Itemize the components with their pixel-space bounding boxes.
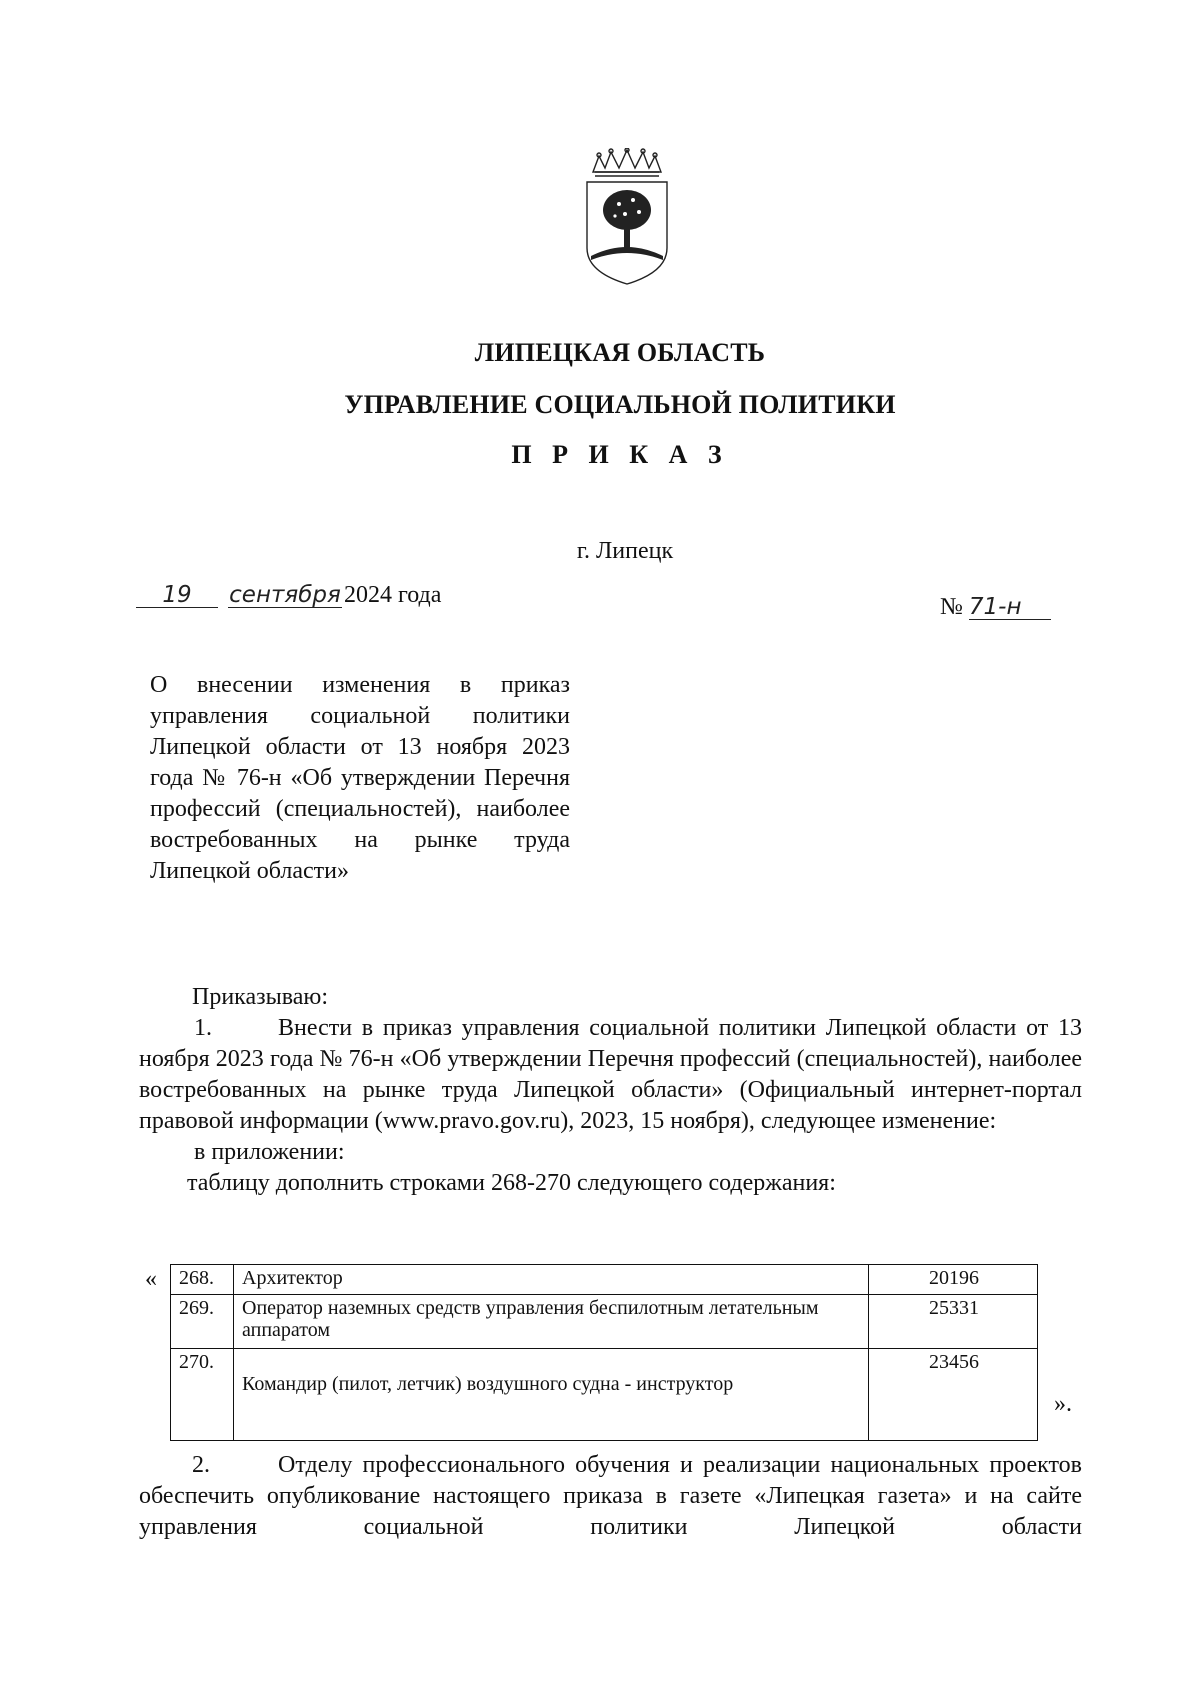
order-subject: [150, 670, 570, 887]
profession-code: 23456: [869, 1349, 1038, 1441]
order-item-1: [139, 1013, 1082, 1137]
quote-close: ».: [1054, 1391, 1072, 1417]
profession-code: 20196: [869, 1265, 1038, 1295]
number-sign: №: [940, 594, 963, 620]
quote-open: «: [145, 1266, 157, 1292]
profession-name: Оператор наземных средств управления беспилотным летательным аппаратом: [234, 1295, 869, 1349]
profession-name: Командир (пилот, летчик) воздушного судна - инструктор: [234, 1349, 869, 1441]
document-number: [940, 594, 1051, 621]
date-year: 2024 года: [344, 582, 442, 608]
city: г. Липецк: [576, 538, 674, 564]
row-number: 270.: [171, 1349, 234, 1441]
item-1-sub-1: в приложении:: [194, 1139, 345, 1165]
subject-text: О внесении изменения в приказ управления социальной политики Липецкой области от 13 ноября 2023 года № 76-н «Об утверждении Перечня профессий (специальностей), наиболее востребованных на рынке труда Липецкой области»: [150, 672, 570, 884]
item-2-text: Отделу профессионального обучения и реализации национальных проектов обеспечить опубликование настоящего приказа в газете «Липецкая газета» и на сайте управления социальной политики Липецкой области: [139, 1452, 1082, 1540]
amendment-table: [170, 1264, 1038, 1441]
region-title: ЛИПЕЦКАЯ ОБЛАСТЬ: [474, 338, 766, 367]
item-1-text: Внести в приказ управления социальной политики Липецкой области от 13 ноября 2023 года № 76-н «Об утверждении Перечня профессий (специальностей), наиболее востребованных на рынке труда Липецкой области» (Официальный интернет-портал правовой информации (www.pravo.gov.ru), 2023, 15 ноября), следующее изменение:: [139, 1015, 1082, 1134]
profession-name: Архитектор: [234, 1265, 869, 1295]
handwritten-day: 19: [136, 583, 218, 608]
row-number: 268.: [171, 1265, 234, 1295]
item-2-number: 2.: [192, 1452, 210, 1478]
item-1-number: 1.: [194, 1015, 212, 1041]
coat-of-arms-icon: [585, 148, 669, 288]
handwritten-number: 71-н: [969, 595, 1051, 620]
handwritten-month: сентября: [229, 582, 341, 608]
department-title: УПРАВЛЕНИЕ СОЦИАЛЬНОЙ ПОЛИТИКИ: [344, 390, 896, 419]
document-date: [136, 582, 441, 609]
order-body: [139, 982, 1082, 1199]
table-row: [171, 1295, 1038, 1349]
order-lead: Приказываю:: [192, 984, 328, 1010]
row-number: 269.: [171, 1295, 234, 1349]
doc-type-title: П Р И К А З: [511, 440, 729, 469]
order-item-2: [139, 1450, 1082, 1543]
order-item-2-block: [139, 1450, 1082, 1543]
table-row: [171, 1265, 1038, 1295]
table-row: [171, 1349, 1038, 1441]
item-1-sub-2: таблицу дополнить строками 268-270 следующего содержания:: [187, 1170, 836, 1196]
profession-code: 25331: [869, 1295, 1038, 1349]
